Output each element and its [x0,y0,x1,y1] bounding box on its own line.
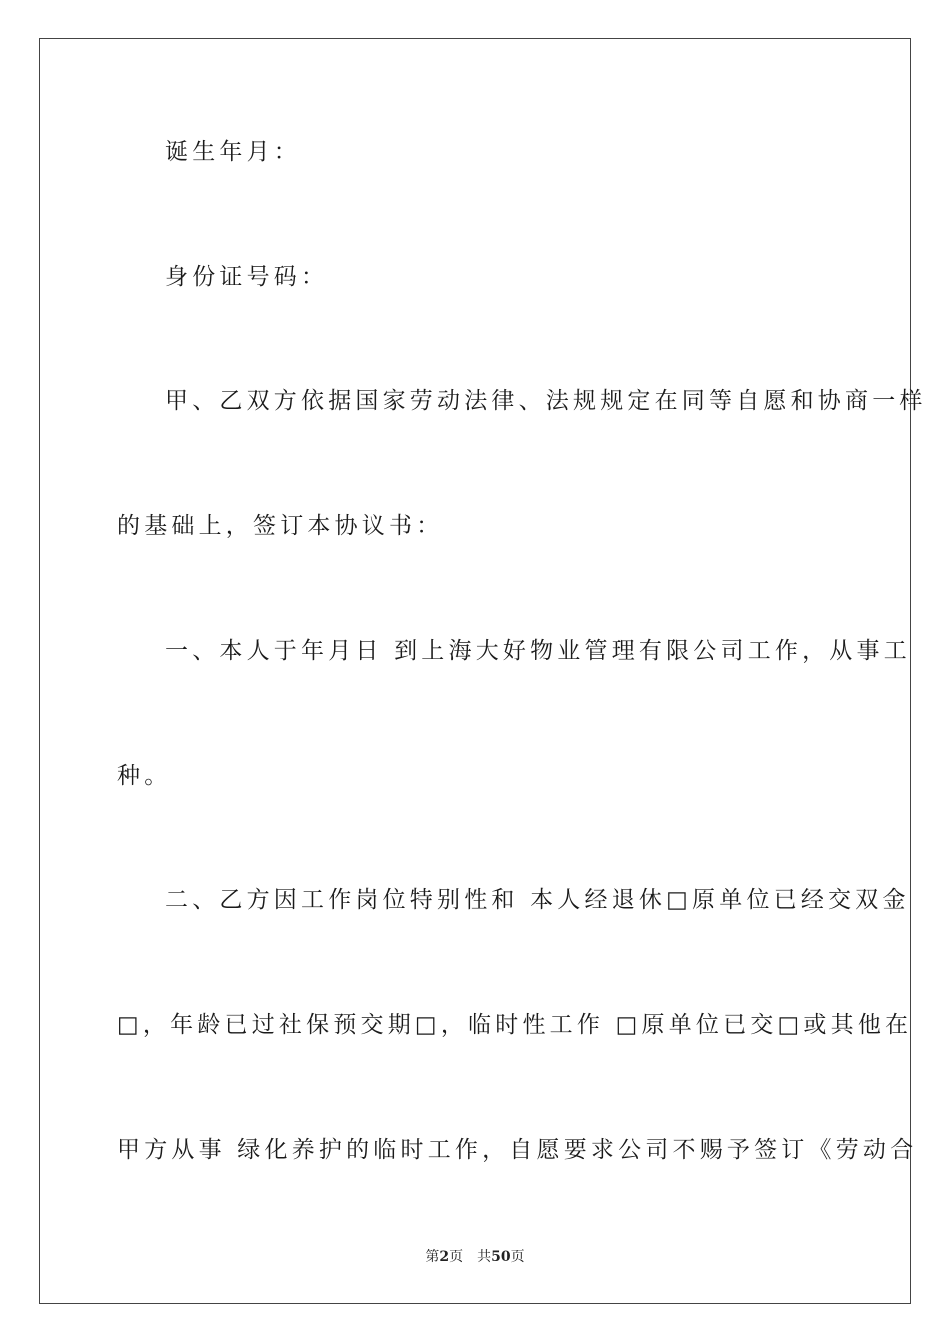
page-footer [0,1247,950,1267]
paragraph-intro-line-1: 甲、乙双方依据国家劳动法律、法规规定在同等自愿和协商一样 [165,388,927,414]
clause-two-line-1: 二、乙方因工作岗位特别性和 本人经退休□原单位已经交双金 [165,887,910,913]
page-frame [39,38,927,1304]
field-birth-date: 诞生年月： [165,139,301,165]
total-suffix: 页 [510,1249,525,1265]
total-prefix: 共 [477,1249,492,1265]
clause-one-line-2: 种。 [117,763,172,789]
total-pages: 50 [491,1249,511,1265]
page-suffix: 页 [449,1249,464,1265]
clause-two-line-3: 甲方从事 绿化养护的临时工作，自愿要求公司不赐予签订《劳动合 [117,1137,918,1163]
clause-one-line-1: 一、本人于年月日 到上海大好物业管理有限公司工作，从事工 [165,638,911,664]
page-number: 2 [439,1249,450,1265]
field-id-number: 身份证号码： [165,264,329,290]
clause-two-line-2: □，年龄已过社保预交期□，临时性工作 □原单位已交□或其他在 [117,1012,913,1038]
paragraph-intro-line-2: 的基础上，签订本协议书： [117,513,444,539]
page-prefix: 第 [425,1249,440,1265]
